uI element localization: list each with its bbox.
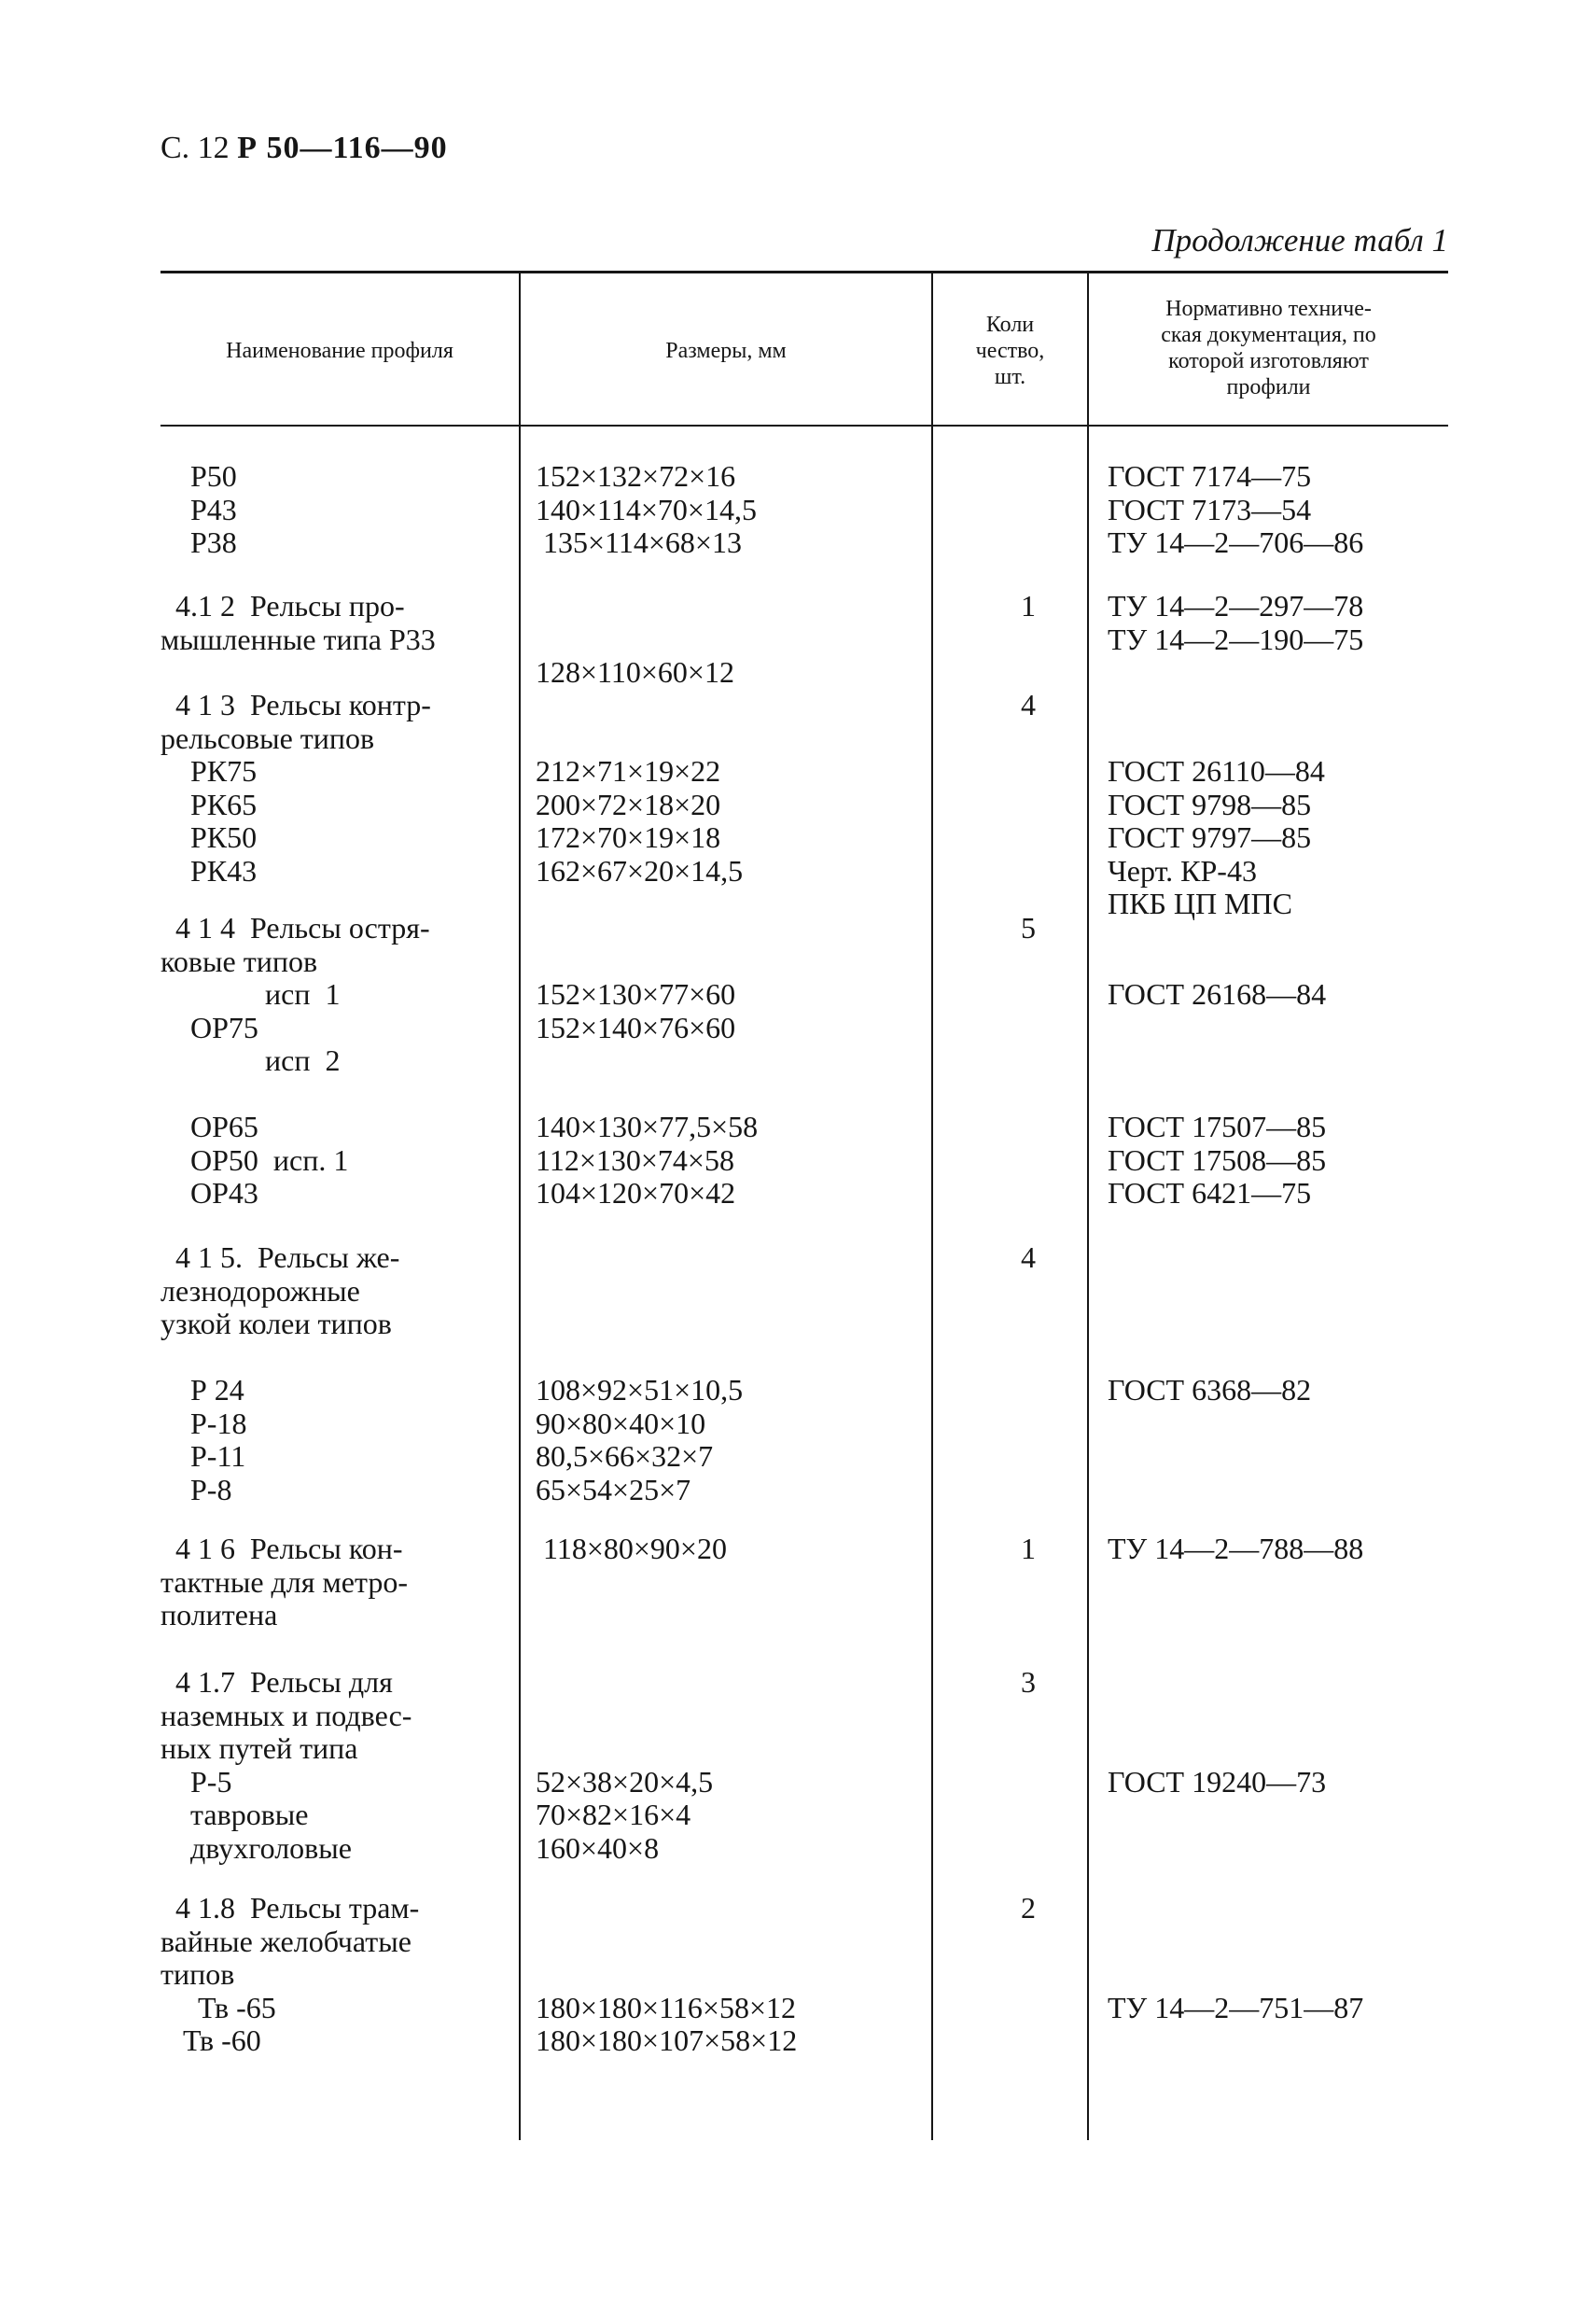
cell-line: 5 <box>1021 911 1036 945</box>
cell-line <box>160 1078 430 1112</box>
cell-qty <box>926 1666 1131 1700</box>
cell-line: вайные желобчатые <box>160 1924 411 1958</box>
cell-line: типов <box>160 1957 235 1991</box>
cell-line: 1 <box>1021 1532 1036 1565</box>
cell-size <box>536 689 743 888</box>
cell-qty <box>926 590 1131 623</box>
document-number: Р 50—116—90 <box>237 131 448 165</box>
cell-line: 152×130×77×60 <box>536 977 736 1011</box>
cell-line: Р50 <box>160 459 237 493</box>
cell-line: ТУ 14—2—788—88 <box>1108 1532 1364 1565</box>
cell-line <box>1108 1958 1363 1992</box>
cell-line <box>1108 1275 1311 1309</box>
cell-line: ГОСТ 7174—75 <box>1108 459 1312 493</box>
cell-line: 65×54×25×7 <box>536 1472 691 1506</box>
cell-line: 4 1 5. Рельсы же- <box>160 1240 400 1274</box>
cell-line <box>1108 689 1325 722</box>
cell-line: Тв -60 <box>160 2023 261 2057</box>
cell-ntd <box>1108 1666 1326 1799</box>
cell-line: ОР43 <box>160 1176 258 1210</box>
cell-name <box>160 1533 408 1632</box>
cell-line: 128×110×60×12 <box>536 655 734 689</box>
cell-line: 162×67×20×14,5 <box>536 853 744 888</box>
cell-line: ГОСТ 9797—85 <box>1108 820 1312 854</box>
column-divider-1 <box>519 273 521 2140</box>
cell-line: ГОСТ 6368—82 <box>1108 1373 1312 1407</box>
cell-ntd <box>1108 689 1325 921</box>
cell-line <box>536 722 743 756</box>
cell-line: РК50 <box>160 820 258 854</box>
cell-line: Р-11 <box>160 1439 246 1473</box>
cell-line: 3 <box>1021 1665 1036 1699</box>
cell-size <box>536 1533 727 1566</box>
cell-line: Р-5 <box>160 1764 232 1799</box>
cell-line: 172×70×19×18 <box>536 820 721 854</box>
cell-line <box>160 656 436 690</box>
cell-size <box>536 912 758 1211</box>
cell-line: 80,5×66×32×7 <box>536 1439 714 1473</box>
cell-line: двухголовые <box>160 1830 352 1865</box>
cell-line <box>1108 912 1326 945</box>
cell-line: Тв -65 <box>160 1990 276 2024</box>
cell-line: ТУ 14—2—751—87 <box>1108 1990 1364 2024</box>
cell-line <box>536 1700 713 1733</box>
cell-line <box>536 1044 758 1078</box>
cell-qty <box>926 689 1131 722</box>
cell-line: 4 <box>1021 688 1036 721</box>
cell-qty <box>926 1533 1131 1566</box>
cell-line <box>160 1341 399 1375</box>
page-header <box>160 131 448 166</box>
cell-line <box>536 1078 758 1112</box>
cell-ntd <box>1108 912 1326 1211</box>
cell-line: 4 1 6 Рельсы кон- <box>160 1532 403 1565</box>
cell-line <box>536 1958 797 1992</box>
cell-line: 70×82×16×4 <box>536 1798 691 1831</box>
cell-line <box>536 623 734 657</box>
cell-line: ГОСТ 17507—85 <box>1108 1110 1327 1143</box>
cell-size <box>536 1666 713 1865</box>
cell-name <box>160 590 436 690</box>
cell-line <box>536 912 758 945</box>
cell-line: Черт. КР-43 <box>1108 853 1257 888</box>
cell-line <box>536 1892 797 1925</box>
cell-line <box>536 1341 743 1375</box>
cell-line <box>1108 722 1325 756</box>
table-continuation-title: Продолжение табл 1 <box>1151 222 1448 259</box>
cell-line: ГОСТ 6421—75 <box>1108 1176 1312 1210</box>
cell-line: 118×80×90×20 <box>536 1532 727 1565</box>
cell-line: 135×114×68×13 <box>536 525 742 559</box>
cell-name <box>160 912 430 1211</box>
cell-line: Р-8 <box>160 1472 232 1506</box>
cell-line: 160×40×8 <box>536 1830 660 1865</box>
column-divider-2 <box>931 273 933 2140</box>
table-top-rule <box>160 271 1448 273</box>
cell-ntd <box>1108 590 1363 656</box>
cell-line: 200×72×18×20 <box>536 787 721 821</box>
page-number: С. 12 <box>160 131 230 165</box>
cell-line <box>1108 1925 1363 1959</box>
cell-line <box>1108 1044 1326 1078</box>
cell-size <box>536 1892 797 2058</box>
table-header-rule <box>160 425 1448 427</box>
cell-line: 4 1.8 Рельсы трам- <box>160 1891 420 1925</box>
cell-line: ТУ 14—2—190—75 <box>1108 622 1364 656</box>
cell-line: тактные для метро- <box>160 1564 408 1599</box>
cell-line <box>1108 945 1326 979</box>
cell-line <box>536 1666 713 1700</box>
cell-size <box>536 1241 743 1506</box>
cell-line: политена <box>160 1598 278 1631</box>
cell-line: ГОСТ 7173—54 <box>1108 492 1312 526</box>
cell-line <box>536 1732 713 1766</box>
cell-line: ПКБ ЦП МПС <box>1108 887 1292 920</box>
cell-line: 4 1.7 Рельсы для <box>160 1665 393 1699</box>
cell-line: ГОСТ 26168—84 <box>1108 977 1327 1011</box>
cell-line: рельсовые типов <box>160 721 375 755</box>
cell-line: 140×114×70×14,5 <box>536 492 757 526</box>
cell-line: ных путей типа <box>160 1731 358 1765</box>
cell-size <box>536 590 734 690</box>
column-header-qty: Коли чество, шт. <box>975 313 1045 389</box>
cell-qty <box>926 1241 1131 1275</box>
cell-line <box>1108 1892 1363 1925</box>
cell-name <box>160 689 431 888</box>
cell-line <box>1108 1241 1311 1275</box>
cell-line: 4 <box>1021 1240 1036 1274</box>
column-header-ntd: Нормативно техниче- ская документация, по которой изготовляют профили <box>1161 297 1376 399</box>
cell-line: лезнодорожные <box>160 1273 360 1308</box>
cell-line: исп 2 <box>160 1043 341 1077</box>
cell-name <box>160 1666 411 1865</box>
cell-line: ковые типов <box>160 944 318 978</box>
cell-line: Р-18 <box>160 1406 247 1440</box>
cell-line <box>1108 1012 1326 1045</box>
cell-line <box>536 590 734 623</box>
cell-line <box>536 1308 743 1341</box>
column-header-name: Наименование профиля <box>226 339 453 363</box>
cell-size <box>536 460 757 560</box>
cell-line <box>1108 1078 1326 1112</box>
cell-line: мышленные типа Р33 <box>160 622 436 656</box>
cell-line: ГОСТ 17508—85 <box>1108 1142 1327 1177</box>
cell-line <box>1108 1732 1326 1766</box>
cell-line: 152×132×72×16 <box>536 459 736 493</box>
cell-line: РК43 <box>160 853 258 888</box>
cell-line <box>536 689 743 722</box>
cell-line: 1 <box>1021 589 1036 623</box>
cell-ntd <box>1108 1241 1311 1407</box>
cell-line <box>536 1925 797 1959</box>
cell-line: ГОСТ 26110—84 <box>1108 754 1325 788</box>
cell-line: 108×92×51×10,5 <box>536 1373 744 1407</box>
cell-line <box>1108 1341 1311 1375</box>
cell-line: 112×130×74×58 <box>536 1142 734 1177</box>
column-header-size: Размеры, мм <box>665 339 787 363</box>
cell-line: исп 1 <box>160 977 341 1011</box>
cell-line <box>1108 1666 1326 1700</box>
cell-line: ТУ 14—2—706—86 <box>1108 525 1364 559</box>
cell-line: ТУ 14—2—297—78 <box>1108 589 1364 623</box>
cell-line: узкой колеи типов <box>160 1307 392 1340</box>
cell-line: наземных и подвес- <box>160 1698 412 1732</box>
cell-line: 104×120×70×42 <box>536 1176 736 1210</box>
cell-qty <box>926 1892 1131 1925</box>
cell-line: РК65 <box>160 787 258 821</box>
cell-line: 180×180×116×58×12 <box>536 1990 796 2024</box>
cell-line: Р38 <box>160 525 237 559</box>
cell-line <box>1108 1700 1326 1733</box>
cell-line: 90×80×40×10 <box>536 1406 706 1440</box>
cell-line: 52×38×20×4,5 <box>536 1764 714 1799</box>
cell-ntd <box>1108 1892 1363 2024</box>
cell-line: 152×140×76×60 <box>536 1010 736 1044</box>
cell-line: ГОСТ 9798—85 <box>1108 787 1312 821</box>
cell-line <box>536 1275 743 1309</box>
cell-line: 2 <box>1021 1891 1036 1925</box>
cell-line: 180×180×107×58×12 <box>536 2023 798 2057</box>
cell-line: РК75 <box>160 754 258 788</box>
cell-line: тавровые <box>160 1798 309 1831</box>
cell-line: Р43 <box>160 492 237 526</box>
cell-name <box>160 1892 419 2058</box>
cell-line <box>536 1241 743 1275</box>
cell-line: Р 24 <box>160 1373 244 1407</box>
cell-name <box>160 1241 399 1506</box>
cell-line: ОР50 исп. 1 <box>160 1142 349 1177</box>
cell-line <box>536 945 758 979</box>
cell-line: 4 1 3 Рельсы контр- <box>160 688 431 721</box>
column-divider-3 <box>1087 273 1089 2140</box>
cell-line <box>1108 1308 1311 1341</box>
cell-qty <box>926 912 1131 945</box>
cell-line: 4 1 4 Рельсы остря- <box>160 911 430 945</box>
cell-line: 212×71×19×22 <box>536 754 721 788</box>
cell-line: 140×130×77,5×58 <box>536 1110 759 1143</box>
cell-line: ГОСТ 19240—73 <box>1108 1764 1327 1799</box>
cell-line: 4.1 2 Рельсы про- <box>160 589 405 623</box>
cell-ntd <box>1108 1533 1363 1566</box>
cell-name <box>160 460 237 560</box>
cell-ntd <box>1108 460 1363 560</box>
cell-line: ОР65 <box>160 1110 258 1143</box>
cell-line: ОР75 <box>160 1010 258 1044</box>
